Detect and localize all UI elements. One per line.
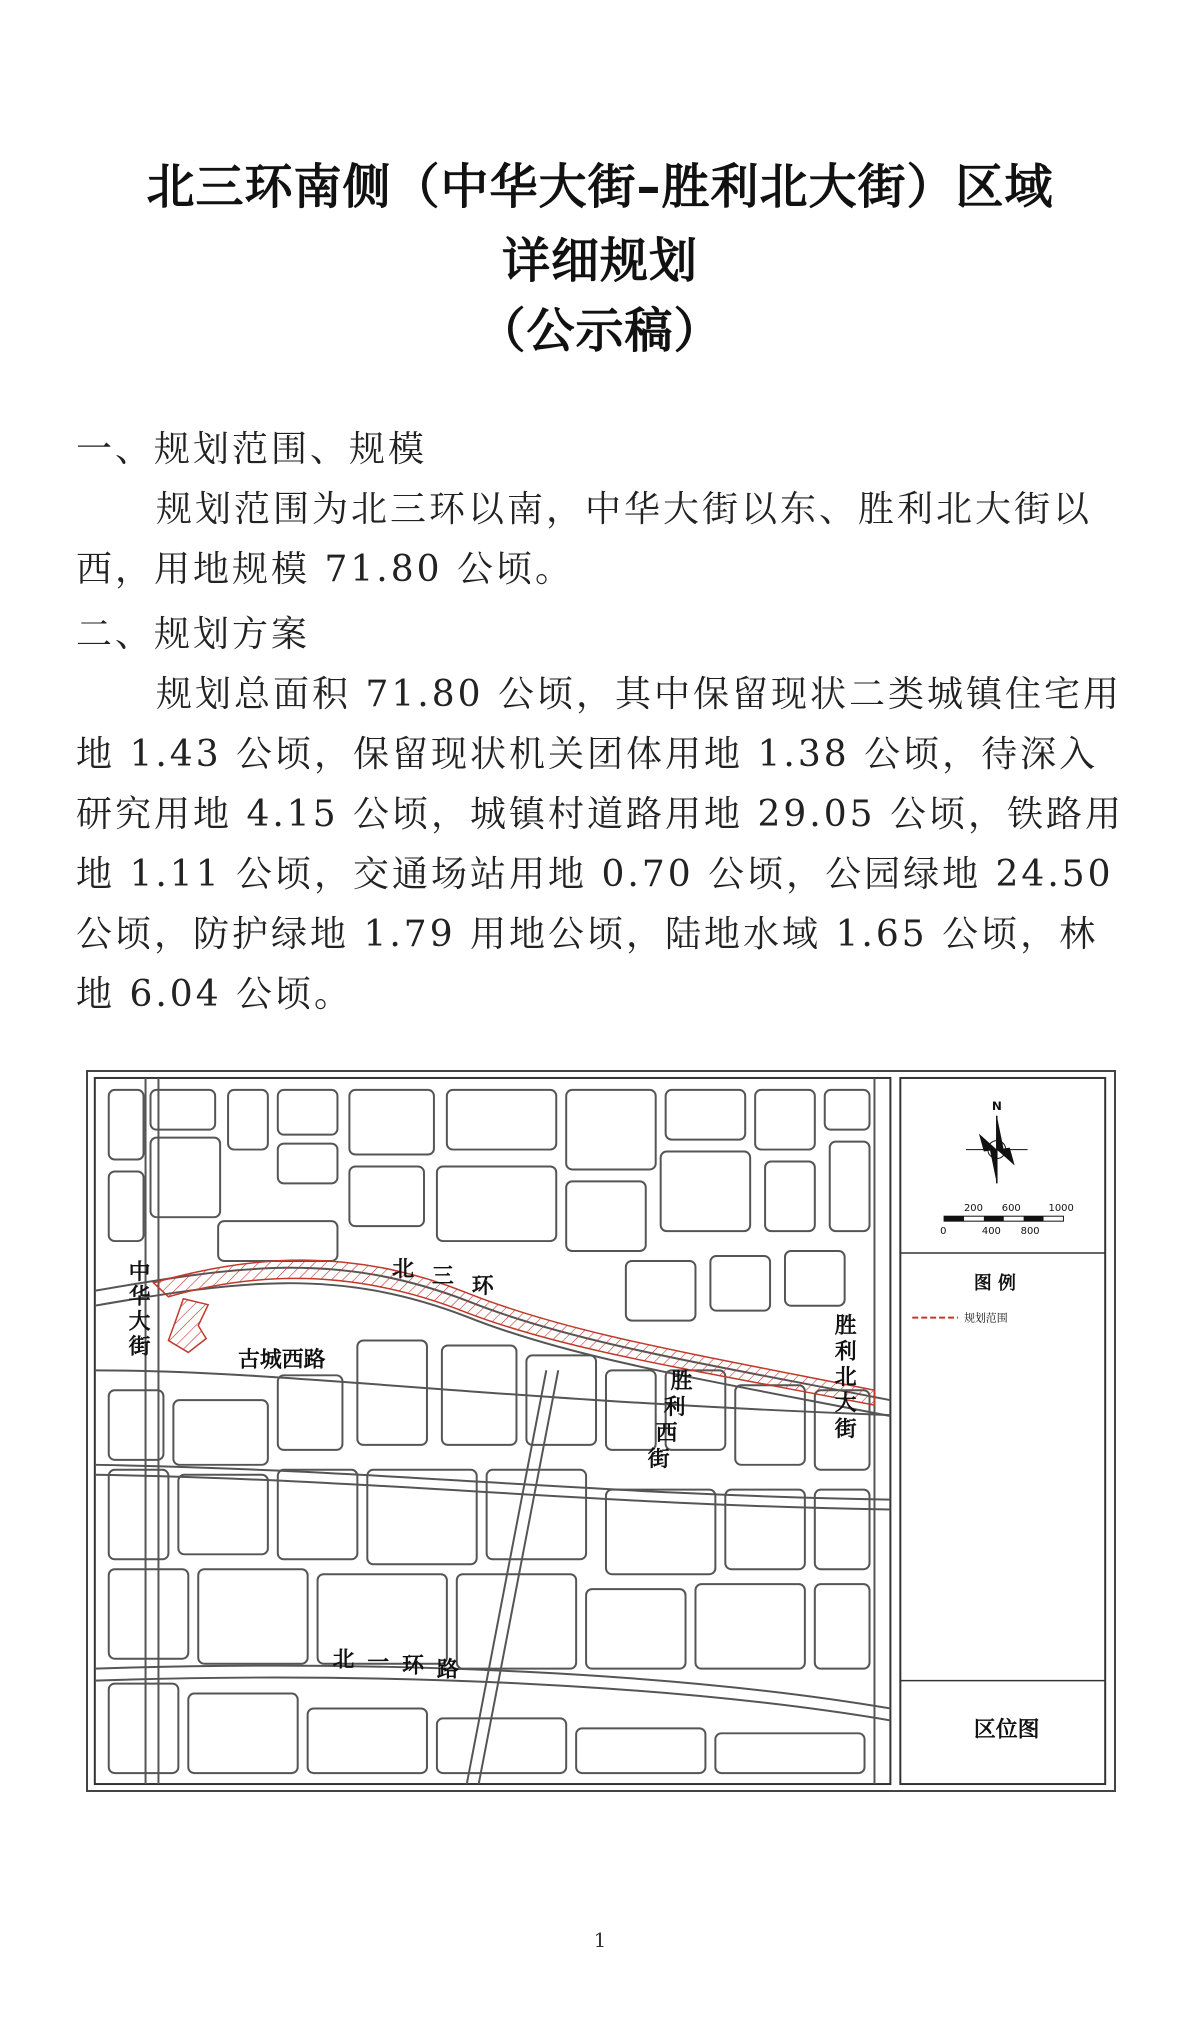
page-number: 1 <box>593 1928 607 1952</box>
section-1-heading: 一、规划范围、规模 <box>76 429 428 470</box>
road-beiyi-char-1: 北 <box>332 1647 355 1673</box>
scale-bar <box>940 1203 1074 1237</box>
scale-top-2: 600 <box>1001 1203 1021 1215</box>
road-beiyi-char-2: 一 <box>367 1650 390 1676</box>
road-zhonghua-char-2: 华 <box>128 1284 151 1310</box>
road-shengli-w-char-3: 西 <box>655 1420 678 1446</box>
scale-bottom-2: 400 <box>981 1226 1001 1238</box>
street-network <box>95 1078 891 1784</box>
road-beiyi-char-4: 路 <box>436 1657 459 1683</box>
north-arrow-icon <box>966 1099 1028 1184</box>
section-2-body: 规划总面积 71.80 公顷，其中保留现状二类城镇住宅用地 1.43 公顷，保留现状机关团体用地 1.38 公顷，待深入研究用地 4.15 公顷，城镇村道路用地 29.05 公顷，铁路用地 1.11 公顷，交通场站用地 0.70 公顷，公园绿地 24.50 公顷，防护绿地 1.79 用地公顷，陆地水域 1.65 公顷，林地 6.04 公顷。 <box>76 674 1124 1015</box>
document-title-line-1: 北三环南侧（中华大街–胜利北大街）区域 <box>146 159 1054 215</box>
road-shengli-w-char-4: 街 <box>647 1446 670 1472</box>
road-shengli-w-char-1: 胜 <box>670 1369 693 1395</box>
scale-top-1: 200 <box>963 1203 983 1215</box>
road-gucheng-label: 古城西路 <box>238 1347 326 1373</box>
document-title-line-3: （公示稿） <box>477 303 723 359</box>
info-panel <box>900 1078 1105 1784</box>
location-map <box>86 1070 1116 1792</box>
road-zhonghua-char-1: 中 <box>128 1259 151 1285</box>
location-map-caption: 区位图 <box>973 1717 1040 1743</box>
road-shengli-n-char-3: 北 <box>834 1365 857 1391</box>
road-zhonghua-char-4: 街 <box>128 1334 151 1360</box>
section-2-heading: 二、规划方案 <box>76 614 311 655</box>
legend-title: 图 例 <box>973 1272 1016 1294</box>
road-beisan-char-1: 北 <box>392 1256 415 1282</box>
road-beiyi-char-3: 环 <box>402 1653 424 1679</box>
road-beisan-char-2: 三 <box>431 1263 454 1289</box>
road-shengli-w-char-2: 利 <box>663 1395 686 1421</box>
section-1-body: 规划范围为北三环以南，中华大街以东、胜利北大街以西，用地规模 71.80 公顷。 <box>76 489 1093 590</box>
svg-text:N: N <box>991 1098 1002 1113</box>
map-drawing <box>88 1072 1114 1790</box>
scale-bottom-1: 0 <box>940 1226 947 1238</box>
road-shengli-n-char-2: 利 <box>834 1339 857 1365</box>
scale-bottom-3: 800 <box>1020 1226 1040 1238</box>
scale-top-3: 1000 <box>1048 1203 1074 1215</box>
road-zhonghua-char-3: 大 <box>128 1309 151 1335</box>
planning-boundary-west-parcel <box>168 1299 208 1353</box>
road-shengli-n-char-5: 街 <box>834 1416 857 1442</box>
road-beisan-char-3: 环 <box>471 1273 494 1299</box>
road-shengli-n-char-4: 大 <box>834 1391 857 1417</box>
road-shengli-n-char-1: 胜 <box>834 1313 857 1339</box>
document-title-line-2: 详细规划 <box>501 233 698 289</box>
legend-item-label: 规划范围 <box>963 1311 1008 1325</box>
